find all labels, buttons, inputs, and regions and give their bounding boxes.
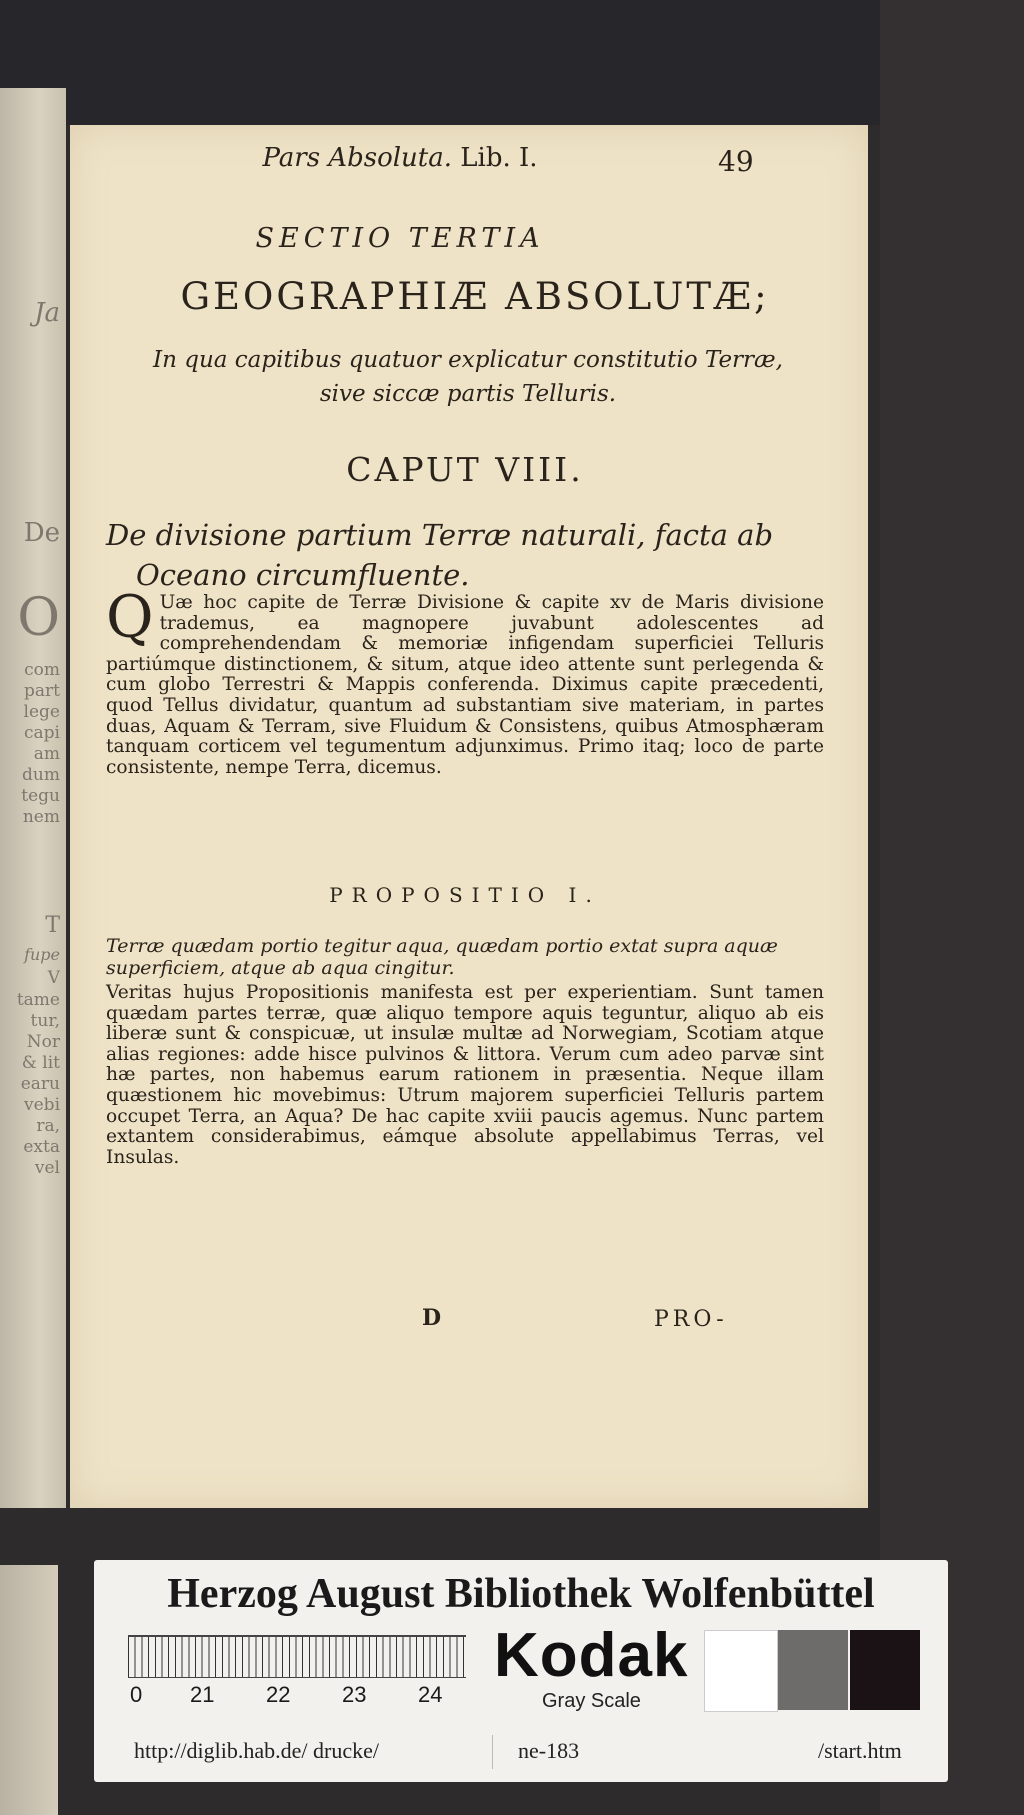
proposition-statement: Terræ quædam portio tegitur aqua, quædam portio extat supra aquæ superficiem, atque ab aqua cingitur. [106,935,778,979]
facing-fragment: fupe [24,945,60,964]
running-head-italic: Pars Absoluta. [262,143,452,173]
scanner-bed-right [880,0,1024,1815]
ruler-number: 21 [190,1682,215,1707]
running-head-lib: Lib. I. [460,143,538,173]
facing-fragment: am [33,744,60,764]
subtitle-line: In qua capitibus quatuor explicatur constitutio Terræ, [153,347,783,373]
ruler-number: 0 [130,1682,143,1707]
facing-fragment: earu [20,1074,60,1094]
ruler-number: 22 [266,1682,291,1707]
book-page [70,125,868,1508]
facing-fragment: part [24,681,60,701]
scanner-bed-top [0,0,1024,125]
paragraph-text: Uæ hoc capite de Terræ Divisione & capite xv de Maris divisione trademus, ea magnopere juvabunt adolescentes ad comprehendendam & memoriæ infigendam superficiei Telluris partiúmque distinctionem, & situm, atque ideo attente sunt perlegenda & cum globo Terrestri & Mappis conferenda. Diximus capite præcedenti, quod Tellus dividatur, quantum ad substantiam sive materiam, in partes duas, Aquam & Terram, sive Fluidum & Consistens, quibus Atmosphæram tanquam corticem vel tegumentum adjunximus. Primo itaq; loco de parte consistente, nempe Terra, dicemus. [106,592,824,778]
facing-fragment: com [24,660,60,680]
scale-ruler [128,1635,466,1678]
proposition-heading: PROPOSITIO I. [329,883,601,907]
section-subtitle [88,343,848,411]
color-target-card [94,1560,948,1782]
facing-page-fragment [0,88,66,1508]
facing-fragment: T [45,913,60,938]
facing-fragment: tur, [30,1011,60,1031]
body-paragraph [106,583,824,778]
chapter-title-line: Oceano circumfluente. [136,558,470,592]
start-path: /start.htm [818,1738,902,1763]
subtitle-line: sive siccæ partis Telluris. [319,381,617,407]
paragraph-text: Veritas hujus Propositionis manifesta est per experientiam. Sunt tamen quædam partes terræ, quæ aliquo tempore aquis teguntur, aliquo ab eis liberæ sunt & conspicuæ, ut insulæ multæ ad Norwegiam, Scotiam atque alias regiones: adde hisce pulvinos & littora. Verum cum adeo parvæ sint hæ partes, non habemus earum rationem in præsentia. Neque illam quæstionem hic movebimus: Utrum majorem superficiei Telluris partem occupet Terra, an Aqua? De hac capite xviii paucis agemus. Nunc partem extantem considerabimus, eámque absolute appellabimus Terras, vel Insulas. [106,982,824,1168]
gray-patch-dark [850,1630,920,1710]
catchword: PRO- [654,1307,728,1332]
facing-fragment: capi [24,723,60,743]
facing-fragment: De [23,518,60,548]
section-heading: SECTIO TERTIA [255,223,545,254]
page-number: 49 [718,145,754,178]
section-title: GEOGRAPHIÆ ABSOLUTÆ; [180,275,770,318]
facing-fragment: Ja [34,298,60,328]
facing-page-edge [0,1565,58,1815]
gray-scale-label: Gray Scale [542,1690,641,1712]
card-divider [492,1735,493,1769]
facing-fragment: ra, [36,1116,60,1136]
library-name: Herzog August Bibliothek Wolfenbüttel [167,1571,875,1617]
gray-patch-mid [778,1630,848,1710]
facing-fragment: V [47,968,60,988]
digital-library-url: http://diglib.hab.de/ drucke/ [134,1738,380,1763]
facing-fragment: & lit [21,1053,60,1073]
chapter-title [106,515,846,595]
facing-fragment: vel [34,1158,60,1178]
facing-fragment: Nor [26,1032,60,1052]
chapter-heading: CAPUT VIII. [346,450,584,489]
facing-fragment: lege [23,702,60,722]
facing-fragment: tame [16,990,60,1010]
shelfmark: ne-183 [518,1738,580,1763]
chapter-title-line: De divisione partium Terræ naturali, facta ab [106,518,774,552]
facing-fragment: exta [23,1137,60,1157]
signature-mark: D [422,1305,442,1331]
gray-patch-white [704,1630,778,1712]
facing-fragment: nem [22,807,60,827]
facing-fragment: tegu [21,786,60,806]
running-head [70,143,730,173]
body-paragraph [106,983,824,1168]
ruler-number: 23 [342,1682,367,1707]
facing-fragment: vebi [24,1095,60,1115]
facing-fragment: O [17,588,60,648]
drop-cap: Q [106,583,154,651]
ruler-number: 24 [418,1682,443,1707]
facing-fragment: dum [22,765,60,785]
kodak-logo: Kodak [494,1621,689,1690]
